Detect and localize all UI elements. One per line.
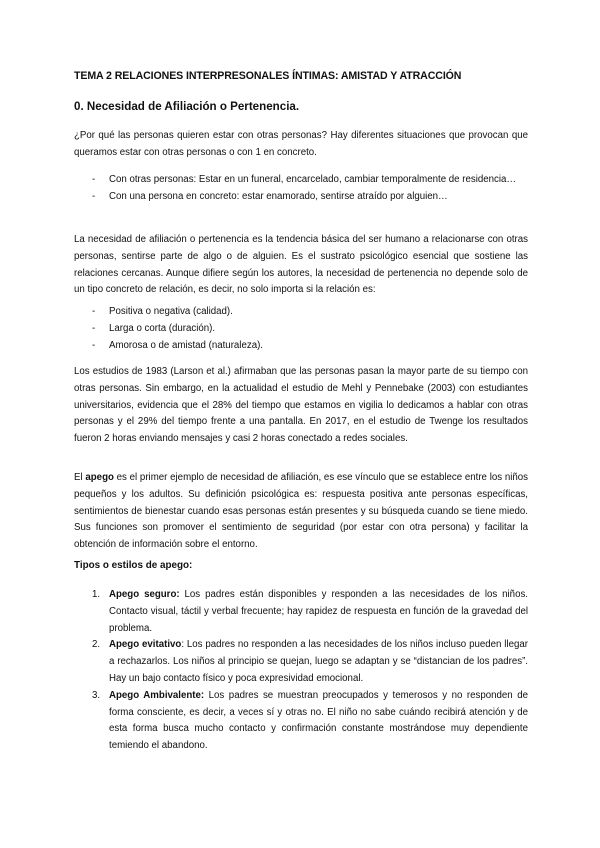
list-item: - Larga o corta (duración). <box>92 321 528 338</box>
styles-heading: Tipos o estilos de apego: <box>74 560 193 571</box>
item-number: 2. <box>92 639 101 651</box>
list-item: - Amorosa o de amistad (naturaleza). <box>92 338 528 355</box>
situations-list <box>92 172 528 206</box>
style-name: Apego Ambivalente: <box>109 689 205 701</box>
item-number: 3. <box>92 689 101 701</box>
style-name: Apego seguro: <box>109 589 180 600</box>
intro-paragraph: ¿Por qué las personas quieren estar con otras personas? Hay diferentes situaciones que provocan que queramos estar con otras personas o con 1 en concreto. <box>74 130 528 158</box>
affiliation-paragraph: La necesidad de afiliación o pertenencia es la tendencia básica del ser humano a relacionarse con otras personas, sentirse parte de algo o de alguien. Es el sustrato psicológico esencial que sostiene las relaciones cercanas. Aunque difiere según los autores, la necesidad de pertenencia no depende solo de un tipo concreto de relación, es decir, no solo importa si la relación es: <box>74 234 528 296</box>
style-description: : Los padres no responden a las necesidades de los niños incluso pueden llegar a rechazarlos. Los niños al principio se quejan, luego se adaptan y se “distancian de los padres”. Hay un bajo contacto físico y poca expresividad emocional. <box>109 639 528 684</box>
style-description: Los padres se muestran preocupados y temerosos y no responden de forma consciente, es decir, a veces sí y otras no. El niño no sabe cuándo recibirá atención y de esta forma busca mucho contacto y confirmación constante mostrándose muy dependiente temiendo el abandono. <box>109 689 528 752</box>
style-name: Apego evitativo <box>109 639 182 651</box>
section-title: 0. Necesidad de Afiliación o Pertenencia. <box>74 100 300 113</box>
list-item <box>92 688 528 755</box>
attachment-prefix: El <box>74 472 86 483</box>
attachment-definition: es el primer ejemplo de necesidad de afiliación, es ese vínculo que se establece entre los niños pequeños y los adultos. Su definición psicológica es: respuesta positiva ante personas específicas, sentimientos de bienestar cuando esas personas están presentes y su búsqueda cuando se tiene miedo. Sus funciones son promover el sentimiento de seguridad (por estar con otra persona) y facilitar la obtención de información sobre el entorno. <box>74 472 528 551</box>
attachment-styles-list <box>92 587 528 755</box>
list-item: - Con una persona en concreto: estar enamorado, sentirse atraído por alguien… <box>92 189 528 206</box>
attachment-term: apego <box>85 472 114 483</box>
item-number: 1. <box>92 589 101 600</box>
list-item <box>92 637 528 687</box>
attachment-paragraph <box>74 470 528 554</box>
studies-paragraph: Los estudios de 1983 (Larson et al.) afirmaban que las personas pasan la mayor parte de su tiempo con otras personas. Sin embargo, en la actualidad el estudio de Mehl y Pennebake (2003) con estudiantes universitarios, evidencia que el 28% del tiempo que estamos en vigilia lo dedicamos a hablar con otras personas y el 29% del tiempo frente a una pantalla. En 2017, en el estudio de Twenge los resultados fueron 2 horas enviando mensajes y casi 2 horas conectado a redes sociales. <box>74 366 528 445</box>
list-item: - Positiva o negativa (calidad). <box>92 304 528 321</box>
list-item <box>92 587 528 637</box>
relation-types-list <box>92 304 528 354</box>
document-title: TEMA 2 RELACIONES INTERPRESONALES ÍNTIMAS: AMISTAD Y ATRACCIÓN <box>74 70 462 82</box>
style-description: Los padres están disponibles y responden a las necesidades de los niños. Contacto visual, táctil y verbal frecuente; hay rapidez de respuesta en función de la gravedad del problema. <box>109 589 528 634</box>
list-item: - Con otras personas: Estar en un funeral, encarcelado, cambiar temporalmente de residencia… <box>92 172 528 189</box>
